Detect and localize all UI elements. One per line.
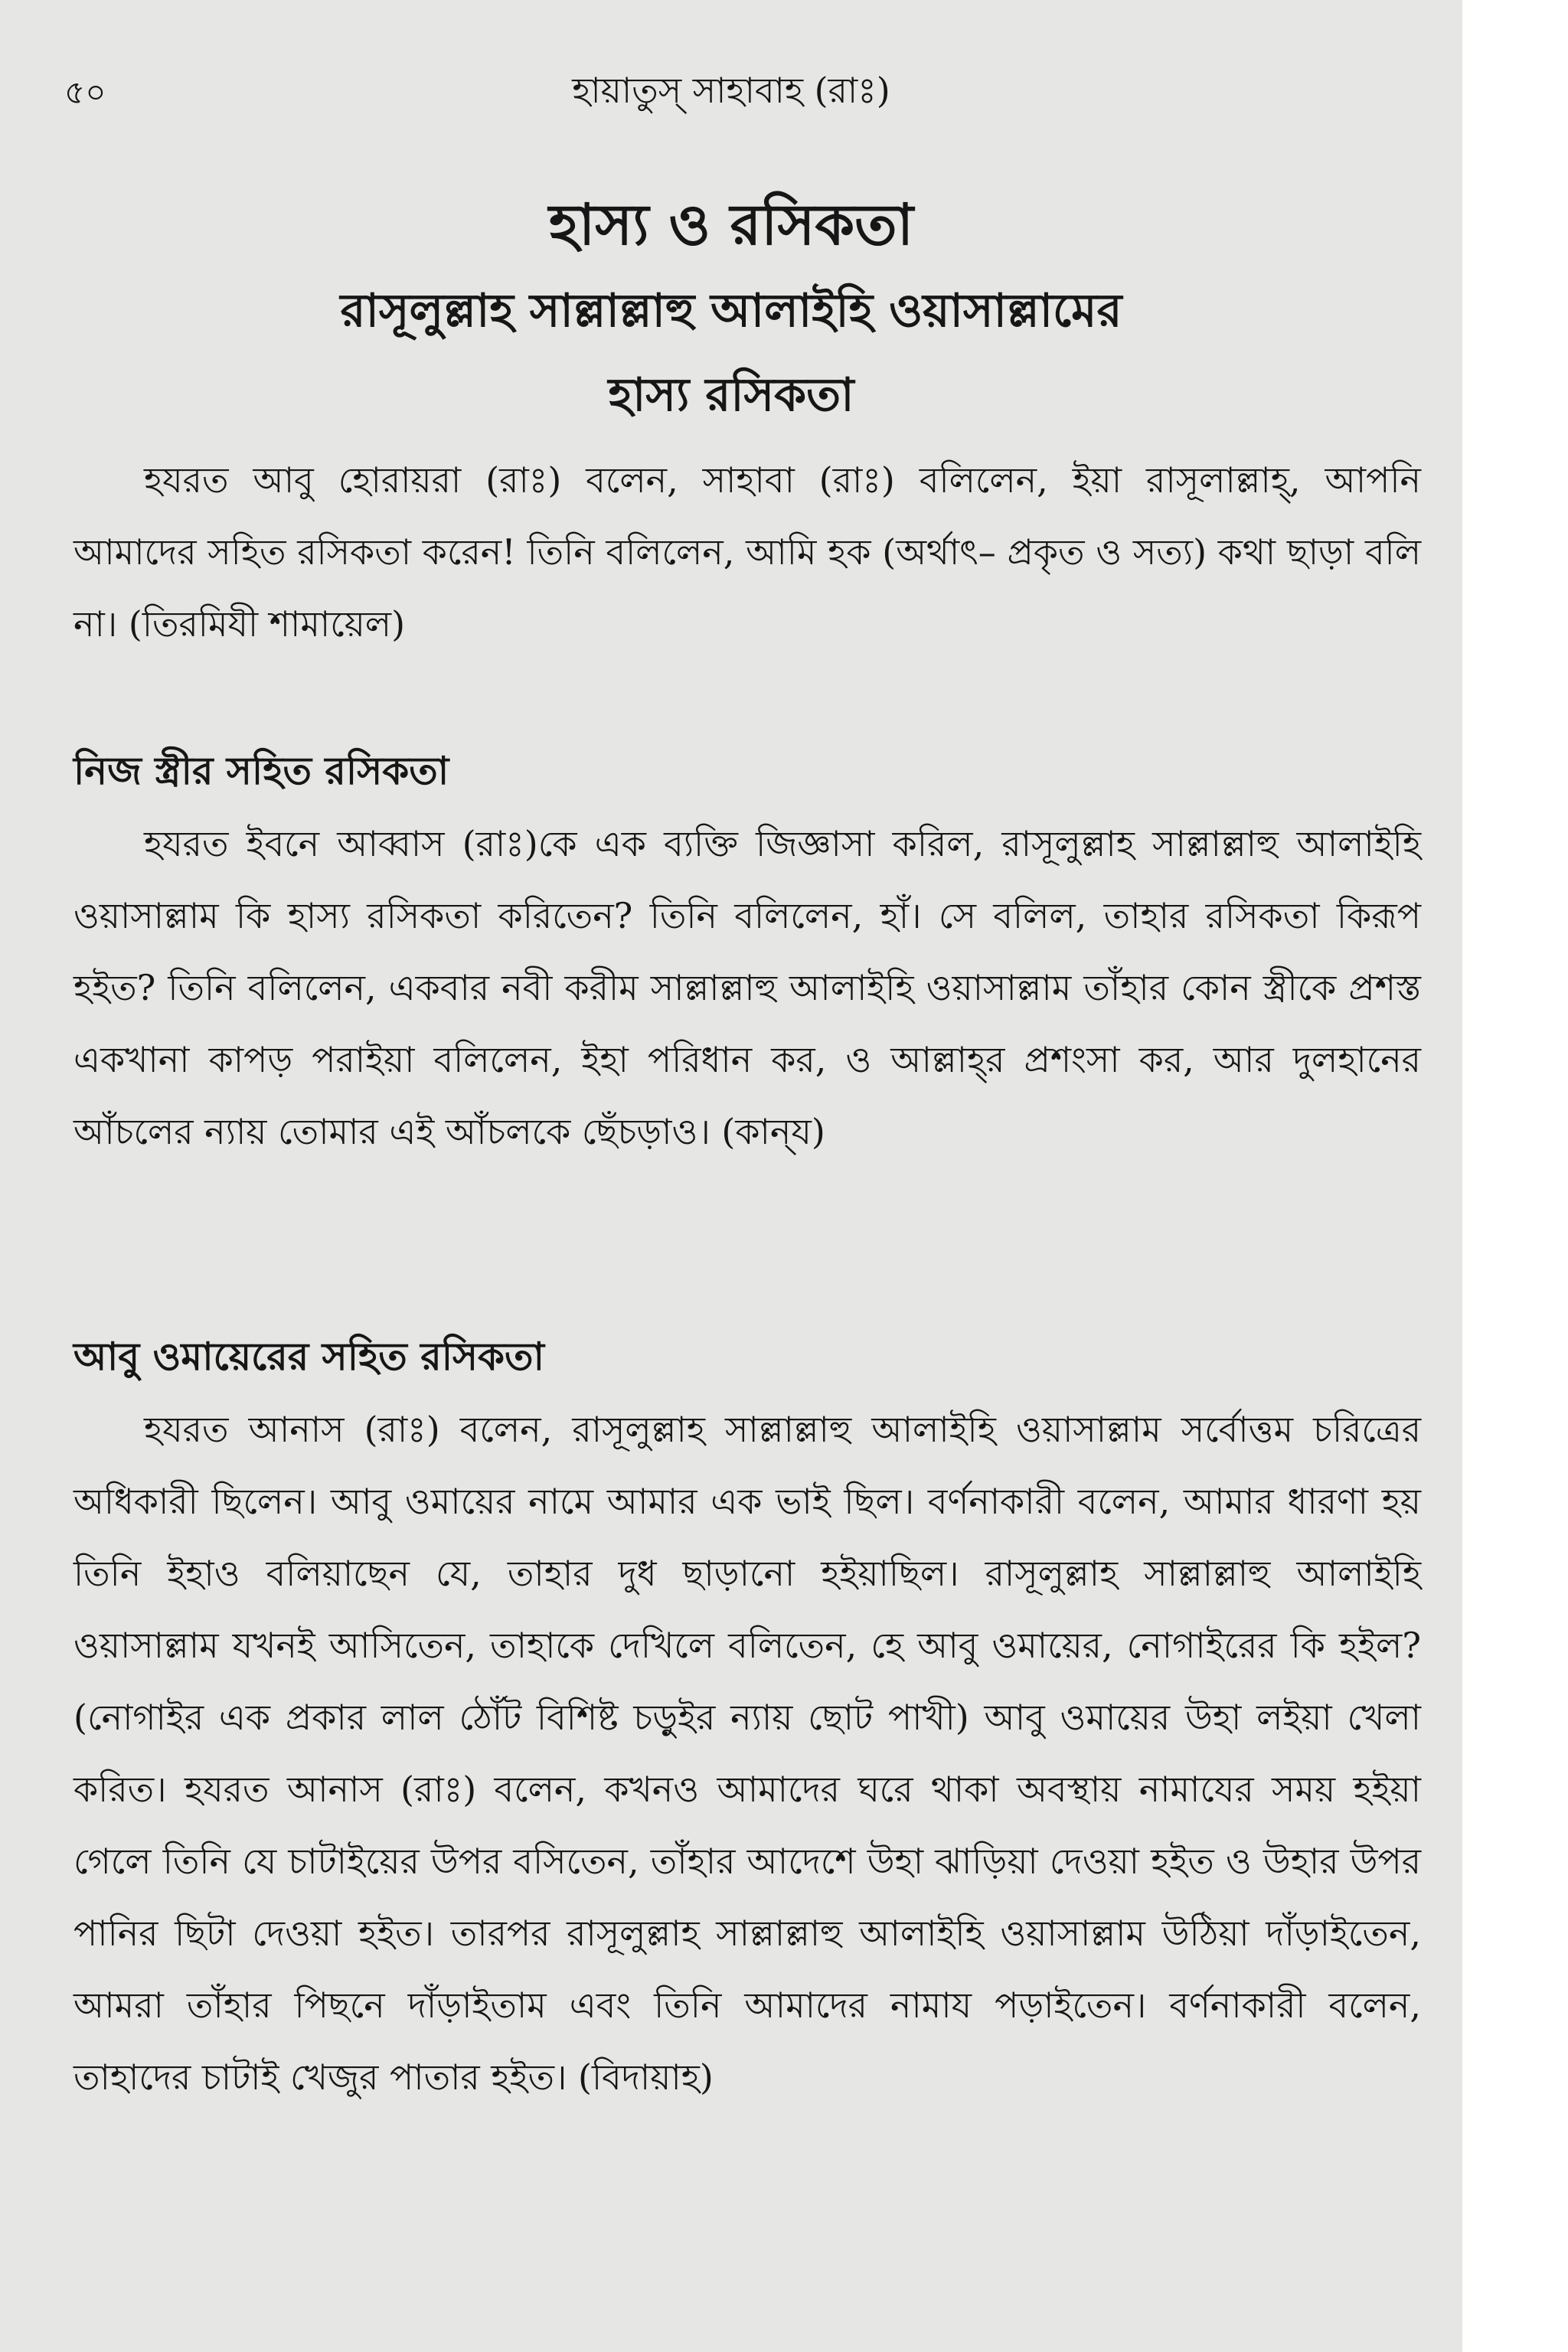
paragraph-2: হযরত ইবনে আব্বাস (রাঃ)কে এক ব্যক্তি জিজ্ঞাসা করিল, রাসূলুল্লাহ সাল্লাল্লাহু আলাইহি ওয়াসাল্লাম কি হাস্য রসিকতা করিতেন? তিনি বলিলেন, হাঁ। সে বলিল, তাহার রসিকতা কিরূপ হইত? তিনি বলিলেন, একবার নবী করীম সাল্লাল্লাহু আলাইহি ওয়াসাল্লাম তাঁহার কোন স্ত্রীকে প্রশস্ত একখানা কাপড় পরাইয়া বলিলেন, ইহা পরিধান কর, ও আল্লাহ্‌র প্রশংসা কর, আর দুলহানের আঁচলের ন্যায় তোমার এই আঁচলকে ছেঁচড়াও। (কান্‌য) (74, 823, 1421, 1152)
running-header: হায়াতুস্ সাহাবাহ (রাঃ) (572, 70, 890, 111)
section-title-line1: রাসূলুল্লাহ সাল্লাল্লাহু আলাইহি ওয়াসাল্লামের (340, 284, 1122, 338)
paragraph-1: হযরত আবু হোরায়রা (রাঃ) বলেন, সাহাবা (রাঃ) বলিলেন, ইয়া রাসূলাল্লাহ্‌, আপনি আমাদের সহিত রসিকতা করেন! তিনি বলিলেন, আমি হক (অর্থাৎ– প্রকৃত ও সত্য) কথা ছাড়া বলি না। (তিরমিযী শামায়েল) (74, 459, 1421, 645)
page-margin (1462, 0, 1568, 2352)
chapter-title: হাস্য ও রসিকতা (548, 192, 914, 258)
subheading-2: আবু ওমায়েরের সহিত রসিকতা (74, 1334, 545, 1379)
page-number: ৫০ (64, 74, 106, 111)
subheading-1: নিজ স্ত্রীর সহিত রসিকতা (74, 748, 449, 793)
section-title-line2: হাস্য রসিকতা (608, 368, 854, 422)
paragraph-3: হযরত আনাস (রাঃ) বলেন, রাসূলুল্লাহ সাল্লাল্লাহু আলাইহি ওয়াসাল্লাম সর্বোত্তম চরিত্রের অধিকারী ছিলেন। আবু ওমায়ের নামে আমার এক ভাই ছিল। বর্ণনাকারী বলেন, আমার ধারণা হয় তিনি ইহাও বলিয়াছেন যে, তাহার দুধ ছাড়ানো হইয়াছিল। রাসূলুল্লাহ সাল্লাল্লাহু আলাইহি ওয়াসাল্লাম যখনই আসিতেন, তাহাকে দেখিলে বলিতেন, হে আবু ওমায়ের, নোগাইরের কি হইল? (নোগাইর এক প্রকার লাল ঠোঁট বিশিষ্ট চড়ুইর ন্যায় ছোট পাখী) আবু ওমায়ের উহা লইয়া খেলা করিত। হযরত আনাস (রাঃ) বলেন, কখনও আমাদের ঘরে থাকা অবস্থায় নামাযের সময় হইয়া গেলে তিনি যে চাটাইয়ের উপর বসিতেন, তাঁহার আদেশে উহা ঝাড়িয়া দেওয়া হইত ও উহার উপর পানির ছিটা দেওয়া হইত। তারপর রাসূলুল্লাহ সাল্লাল্লাহু আলাইহি ওয়াসাল্লাম উঠিয়া দাঁড়াইতেন, আমরা তাঁহার পিছনে দাঁড়াইতাম এবং তিনি আমাদের নামায পড়াইতেন। বর্ণনাকারী বলেন, তাহাদের চাটাই খেজুর পাতার হইত। (বিদায়াহ) (74, 1409, 1421, 2098)
